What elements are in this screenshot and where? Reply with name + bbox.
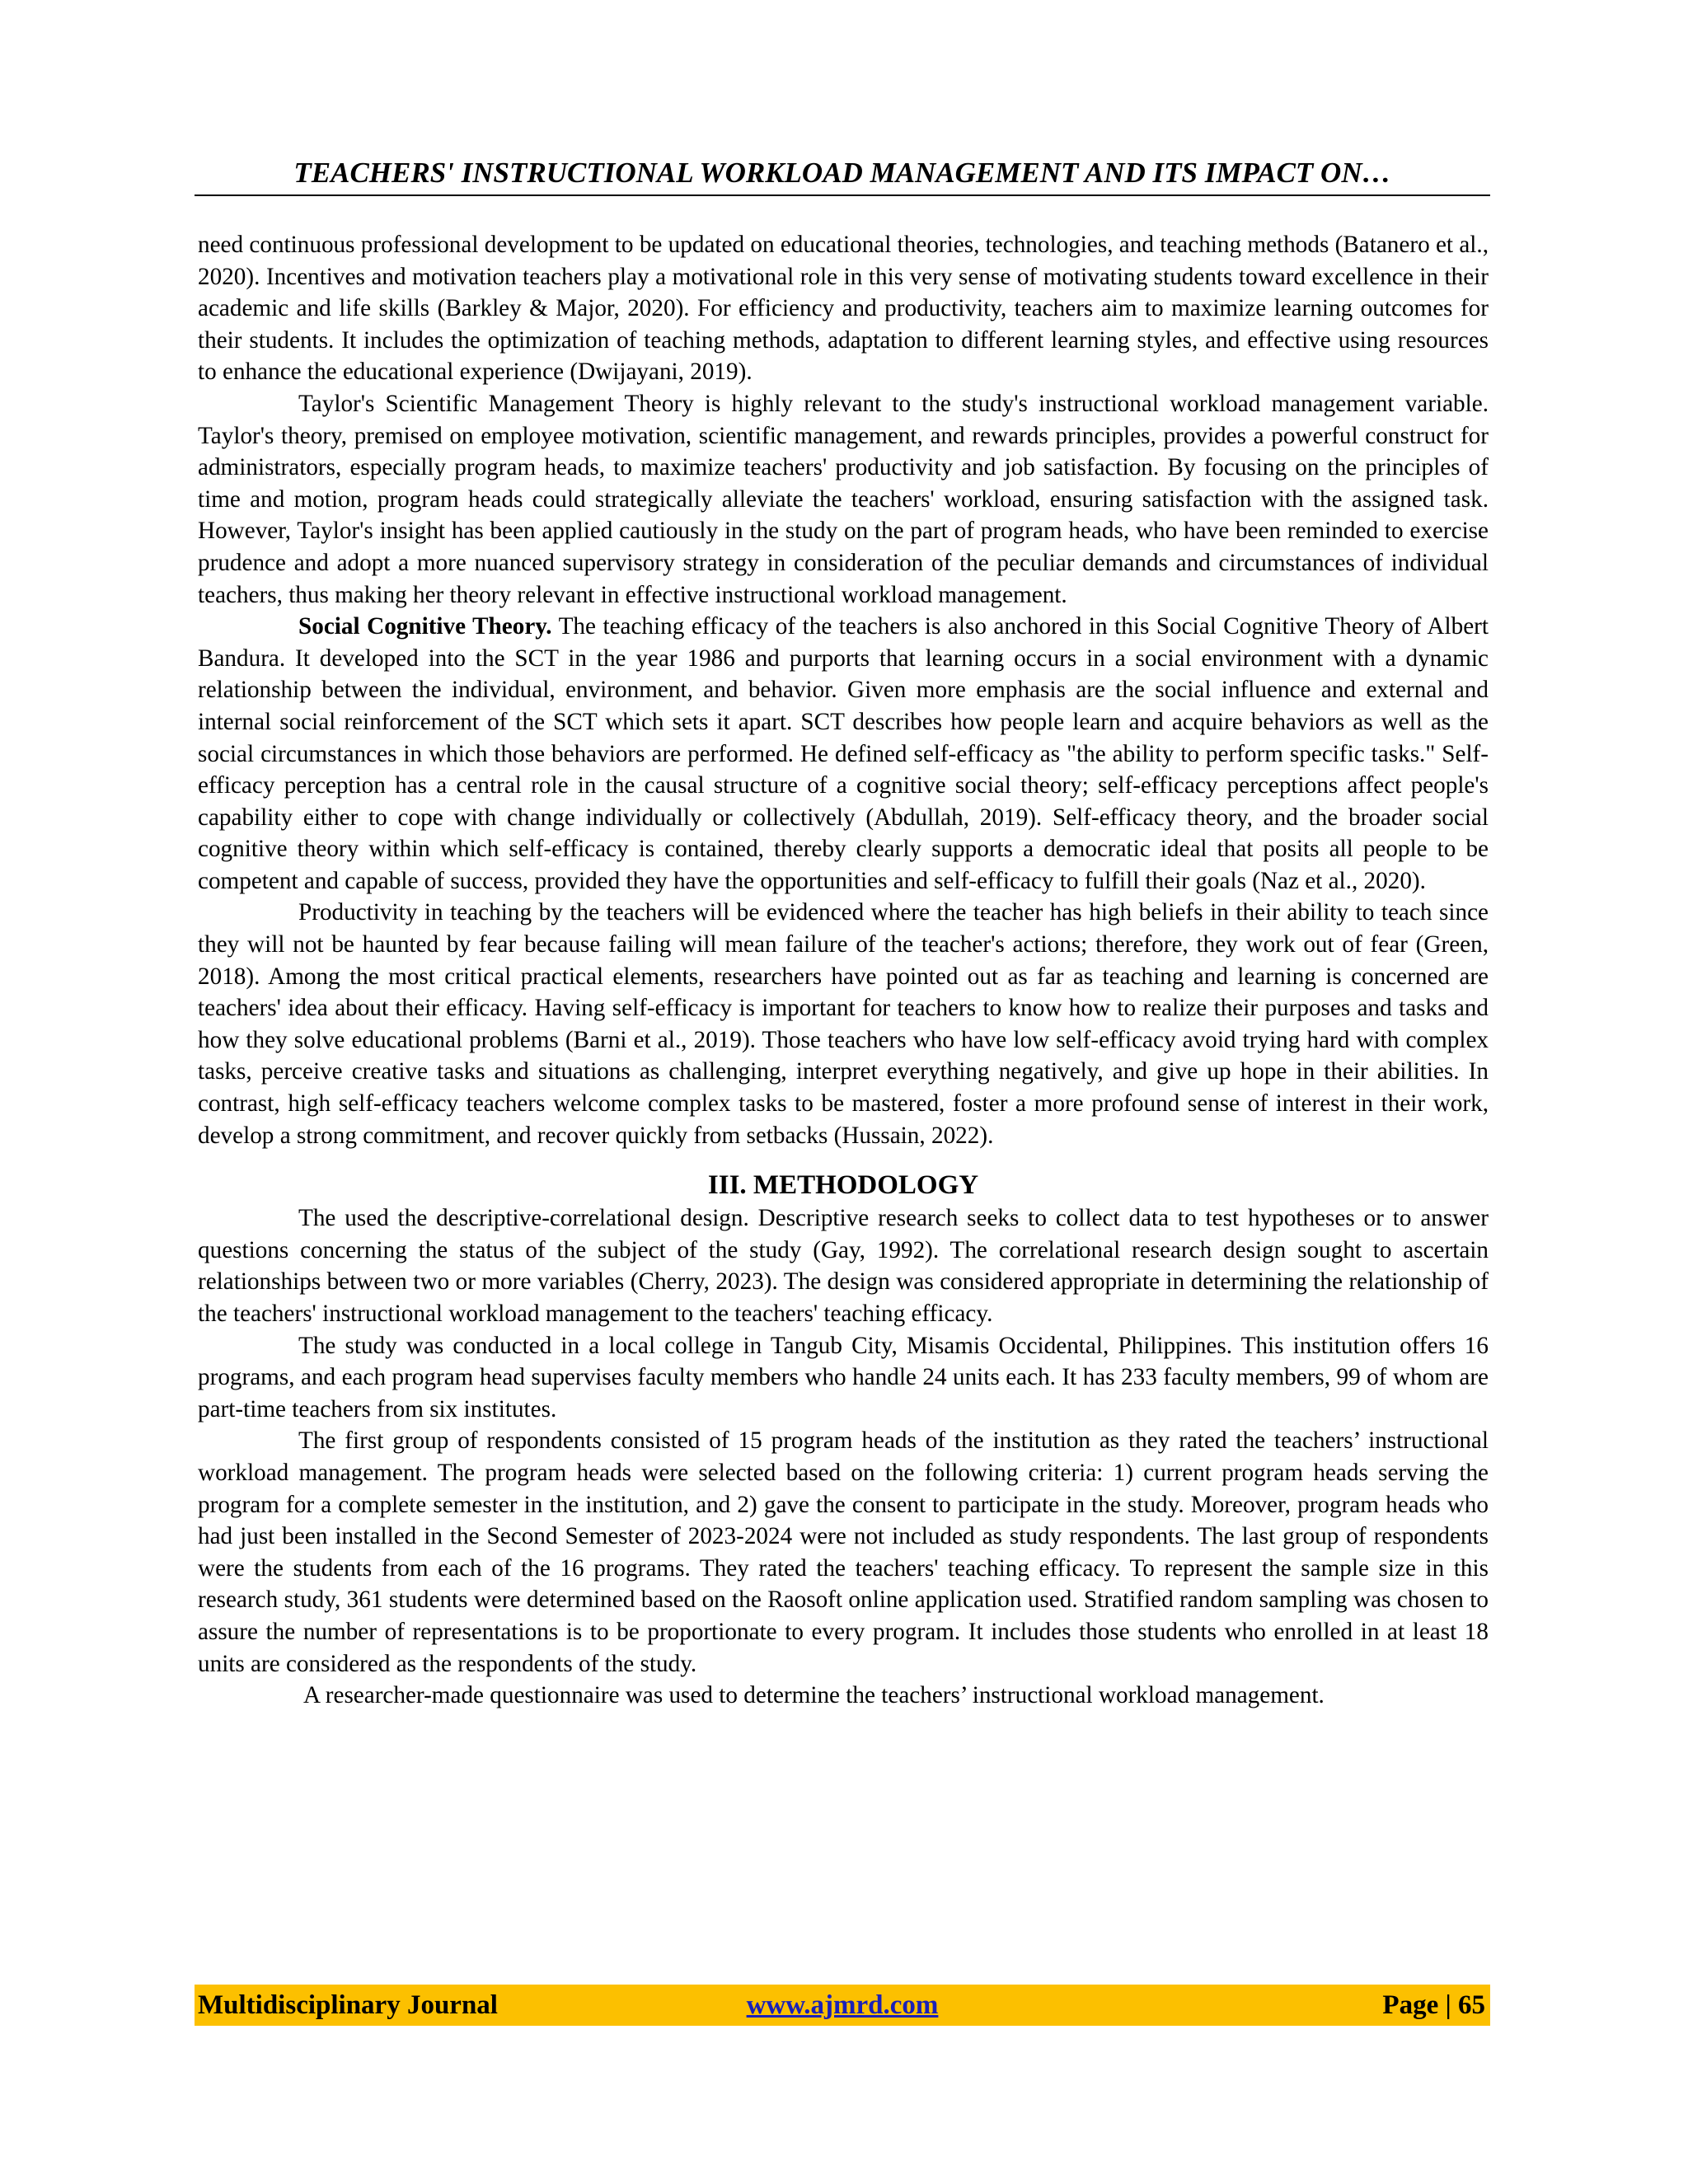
body-text [198,229,1489,1712]
paragraph-instrument: A researcher-made questionnaire was used to determine the teachers’ instructional workload management. [303,1682,1325,1709]
paragraph-taylor-theory: Taylor's Scientific Management Theory is highly relevant to the study's instructional workload management variable. Taylor's theory, premised on employee motivation, scientific management, and rewards principles, provides a powerful construct for administrators, especially program heads, to maximize teachers' productivity and job satisfaction. By focusing on the principles of time and motion, program heads could strategically alleviate the teachers' workload, ensuring satisfaction with the assigned task. However, Taylor's insight has been applied cautiously in the study on the part of program heads, who have been reminded to exercise prudence and adopt a more nuanced supervisory strategy in consideration of the peculiar demands and circumstances of individual teachers, thus making her theory relevant in effective instructional workload management. [198,390,1489,608]
paragraph-social-cognitive-theory [198,611,1489,897]
paragraph-design: The used the descriptive-correlational design. Descriptive research seeks to collect data to test hypotheses or to answer questions concerning the status of the subject of the study (Gay, 1992). The correlational research design sought to ascertain relationships between two or more variables (Cherry, 2023). The design was considered appropriate in determining the relationship of the teachers' instructional workload management to the teachers' teaching efficacy. [198,1205,1489,1327]
section-heading-methodology: III. METHODOLOGY [707,1170,979,1201]
paragraph-locale: The study was conducted in a local college in Tangub City, Misamis Occidental, Philippines. This institution offers 16 programs, and each program head supervises faculty members who handle 24 units each. It has 233 faculty members, 99 of whom are part-time teachers from six institutes. [198,1332,1489,1422]
paragraph-lead-heading: Social Cognitive Theory. [298,613,552,640]
header-rule [195,194,1490,196]
running-header: TEACHERS' INSTRUCTIONAL WORKLOAD MANAGEMENT AND ITS IMPACT ON… [293,157,1391,189]
paragraph-text: The teaching efficacy of the teachers is also anchored in this Social Cognitive Theory of Albert Bandura. It developed into the SCT in the year 1986 and purports that learning occurs in a social environment with a dynamic relationship between the individual, environment, and behavior. Given more emphasis are the social influence and external and internal social reinforcement of the SCT which sets it apart. SCT describes how people learn and acquire behaviors as well as the social circumstances in which those behaviors are performed. He defined self-efficacy as "the ability to perform specific tasks." Self-efficacy perception has a central role in the causal structure of a cognitive social theory; self-efficacy perceptions affect people's capability either to cope with change individually or collectively (Abdullah, 2019). Self-efficacy theory, and the broader social cognitive theory within which self-efficacy is contained, thereby clearly supports a democratic ideal that posits all people to be competent and capable of success, provided they have the opportunities and self-efficacy to fulfill their goals (Naz et al., 2020). [198,613,1489,894]
paragraph-productivity: Productivity in teaching by the teachers will be evidenced where the teacher has high beliefs in their ability to teach since they will not be haunted by fear because failing will mean failure of the teacher's actions; therefore, they work out of fear (Green, 2018). Among the most critical practical elements, researchers have pointed out as far as teaching and learning is concerned are teachers' idea about their efficacy. Having self-efficacy is important for teachers to know how to realize their purposes and tasks and how they solve educational problems (Barni et al., 2019). Those teachers who have low self-efficacy avoid trying hard with complex tasks, perceive creative tasks and situations as challenging, interpret everything negatively, and give up hope in their abilities. In contrast, high self-efficacy teachers welcome complex tasks to be mastered, foster a more profound sense of interest in their work, develop a strong commitment, and recover quickly from setbacks (Hussain, 2022). [198,899,1489,1149]
footer-journal-name: Multidisciplinary Journal [198,1990,498,2020]
footer-bar [195,1985,1490,2026]
paragraph-respondents: The first group of respondents consisted of 15 program heads of the institution as they rated the teachers’ instructional workload management. The program heads were selected based on the following criteria: 1) current program heads serving the program for a complete semester in the institution, and 2) gave the consent to participate in the study. Moreover, program heads who had just been installed in the Second Semester of 2023-2024 were not included as study respondents. The last group of respondents were the students from each of the 16 programs. They rated the teachers' teaching efficacy. To represent the sample size in this research study, 361 students were determined based on the Raosoft online application used. Stratified random sampling was chosen to assure the number of representations is to be proportionate to every program. It includes those students who enrolled in at least 18 units are considered as the respondents of the study. [198,1427,1489,1677]
footer-page-number: Page | 65 [1382,1990,1485,2020]
paragraph-1: need continuous professional development to be updated on educational theories, technologies, and teaching methods (Batanero et al., 2020). Incentives and motivation teachers play a motivational role in this very sense of motivating students toward excellence in their academic and life skills (Barkley & Major, 2020). For efficiency and productivity, teachers aim to maximize learning outcomes for their students. It includes the optimization of teaching methods, adaptation to different learning styles, and effective using resources to enhance the educational experience (Dwijayani, 2019). [198,232,1489,386]
footer-website-link[interactable]: www.ajmrd.com [746,1990,939,2020]
